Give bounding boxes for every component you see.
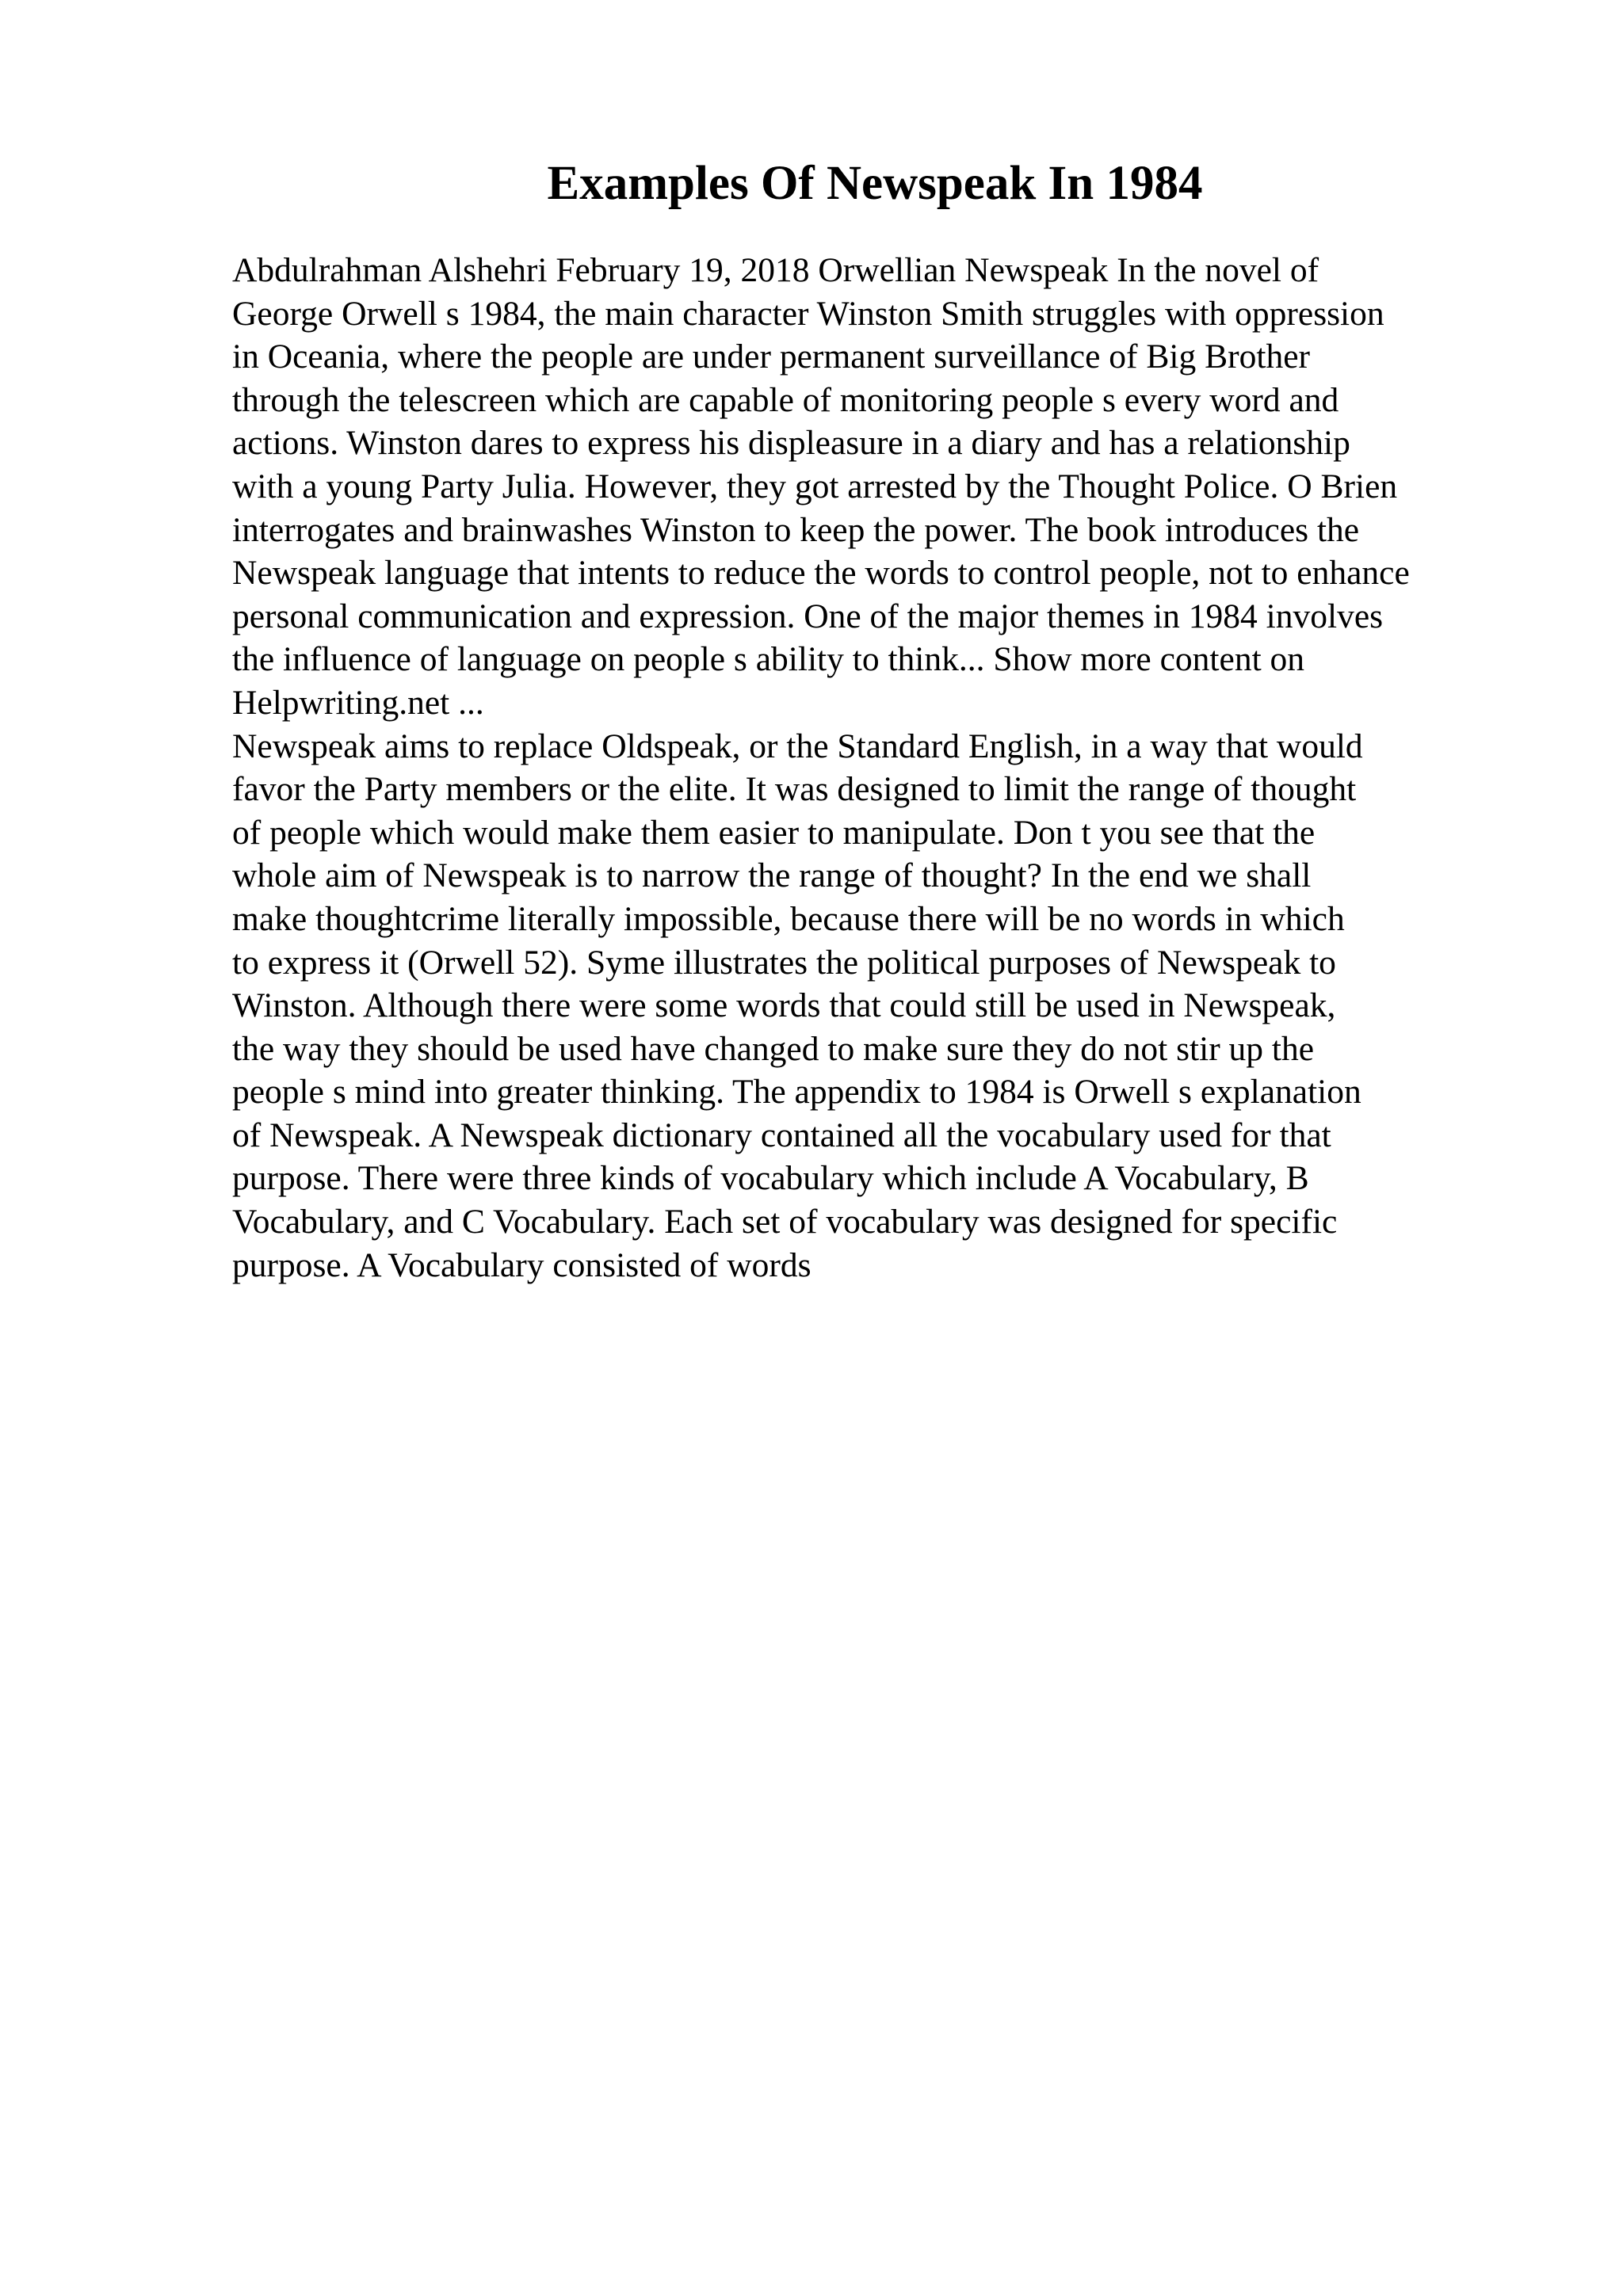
text-line: Newspeak language that intents to reduce the words to control people, not to enhance (232, 554, 1410, 593)
text-line: George Orwell s 1984, the main character Winston Smith struggles with oppression (232, 294, 1384, 333)
text-line: the way they should be used have changed to make sure they do not stir up the (232, 1029, 1315, 1068)
text-line: with a young Party Julia. However, they got arrested by the Thought Police. O Brien (232, 467, 1398, 505)
text-line: through the telescreen which are capable of monitoring people s every word and (232, 380, 1339, 419)
text-line: of Newspeak. A Newspeak dictionary contained all the vocabulary used for that (232, 1116, 1331, 1154)
text-line: Helpwriting.net ... (232, 683, 484, 722)
text-line: purpose. A Vocabulary consisted of words (232, 1245, 812, 1284)
text-line: Abdulrahman Alshehri February 19, 2018 Orwellian Newspeak In the novel of (232, 251, 1319, 289)
text-line: Winston. Although there were some words that could still be used in Newspeak, (232, 986, 1336, 1025)
text-line: interrogates and brainwashes Winston to keep the power. The book introduces the (232, 510, 1360, 549)
text-line: actions. Winston dares to express his displeasure in a diary and has a relationship (232, 424, 1350, 463)
text-line: whole aim of Newspeak is to narrow the range of thought? In the end we shall (232, 856, 1312, 895)
text-line: favor the Party members or the elite. It was designed to limit the range of thought (232, 770, 1357, 809)
text-line: in Oceania, where the people are under permanent surveillance of Big Brother (232, 338, 1311, 376)
text-line: of people which would make them easier to manipulate. Don t you see that the (232, 813, 1316, 852)
text-line: Newspeak aims to replace Oldspeak, or the Standard English, in a way that would (232, 727, 1363, 765)
text-line: purpose. There were three kinds of vocabulary which include A Vocabulary, B (232, 1159, 1309, 1198)
text-line: to express it (Orwell 52). Syme illustrates the political purposes of Newspeak to (232, 943, 1336, 982)
text-line: make thoughtcrime literally impossible, because there will be no words in which (232, 899, 1345, 938)
document-title: Examples Of Newspeak In 1984 (547, 157, 1203, 210)
text-line: Vocabulary, and C Vocabulary. Each set of vocabulary was designed for specific (232, 1203, 1338, 1241)
text-line: people s mind into greater thinking. The appendix to 1984 is Orwell s explanation (232, 1073, 1361, 1112)
document-body (232, 249, 1516, 1287)
text-line: personal communication and expression. One of the major themes in 1984 involves (232, 597, 1384, 635)
text-line: the influence of language on people s ability to think... Show more content on (232, 640, 1305, 679)
